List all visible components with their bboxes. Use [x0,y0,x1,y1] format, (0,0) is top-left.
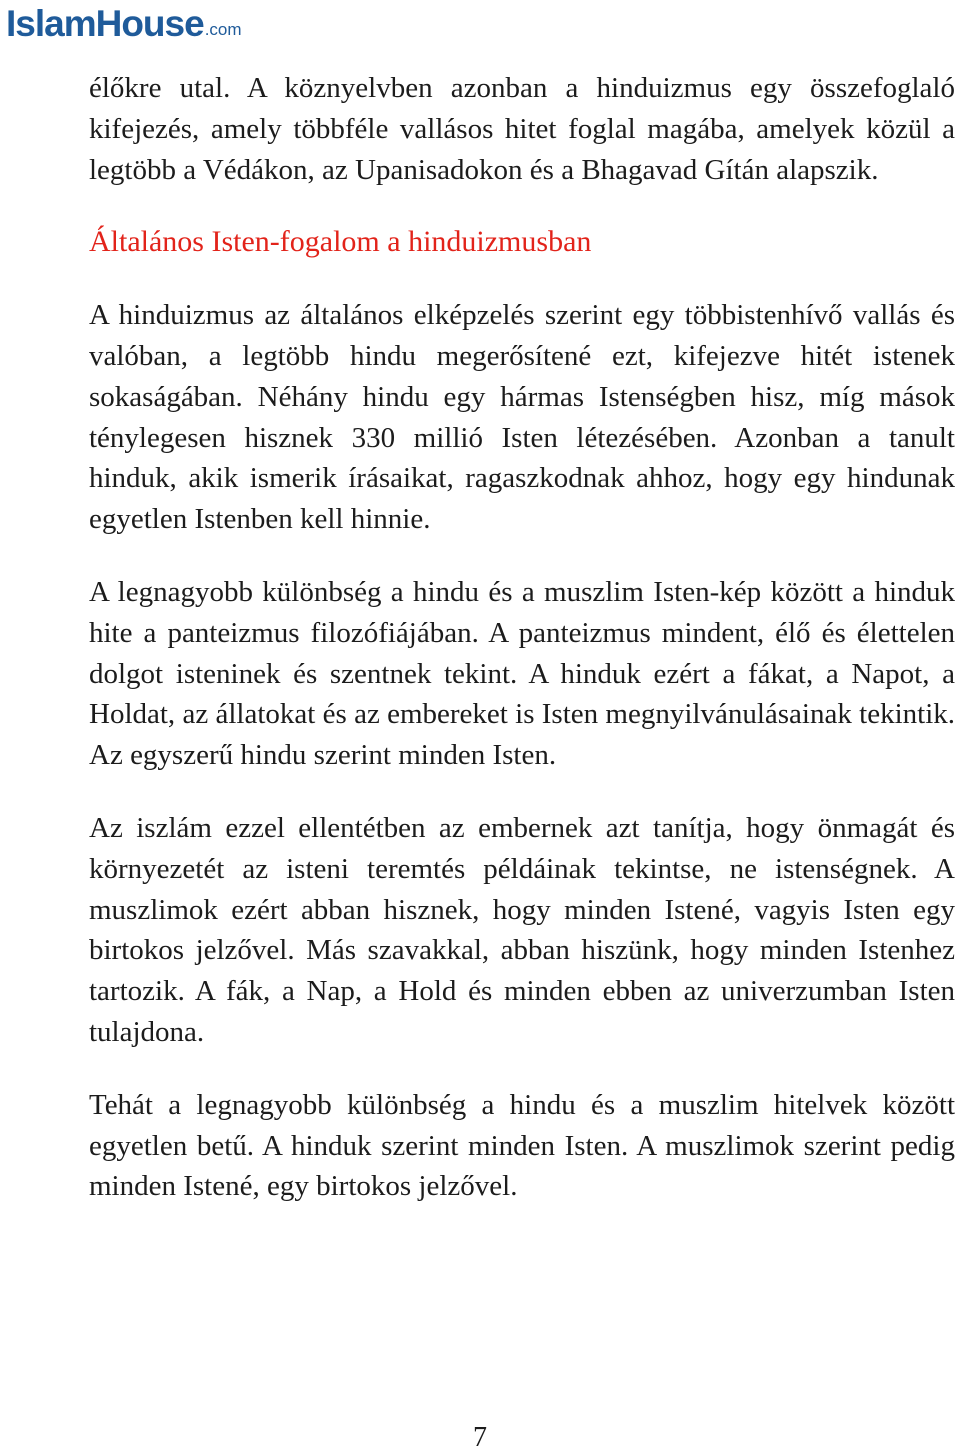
section-heading: Általános Isten-fogalom a hinduizmusban [89,225,592,259]
paragraph-pantheism: A legnagyobb különbség a hindu és a muszlim Isten-kép között a hinduk hite a panteizmus filozófiájában. A panteizmus mindent, élő és élettelen dolgot isteninek és szentnek tekint. A hinduk ezért a fákat, a Napot, a Holdat, az állatokat és az embereket is Isten megnyilvánulásainak tekintik. Az egyszerű hindu szerint minden Isten. [89,575,955,772]
paragraph-islam-view: Az iszlám ezzel ellentétben az embernek azt tanítja, hogy önmagát és környezetét az isteni teremtés példáinak tekintse, ne istenségnek. A muszlimok ezért abban hisznek, hogy minden Istené, vagyis Isten egy birtokos jelzővel. Más szavakkal, abban hiszünk, hogy minden Istenhez tartozik. A fák, a Nap, a Hold és minden ebben az univerzumban Isten tulajdona. [89,811,955,1048]
paragraph-conclusion: Tehát a legnagyobb különbség a hindu és a muszlim hitelvek között egyetlen betű. A hinduk szerint minden Isten. A muszlimok szerint pedig minden Istené, egy birtokos jelzővel. [89,1088,955,1203]
paragraph-intro: élőkre utal. A köznyelvben azonban a hinduizmus egy összefoglaló kifejezés, amely többféle vallásos hitet foglal magába, amelyek közül a legtöbb a Védákon, az Upanisadokon és a Bhagavad Gítán alapszik. [89,72,955,186]
islamhouse-logo [6,2,242,42]
logo-domain-suffix: .com [204,20,242,39]
page-number: 7 [473,1422,487,1453]
paragraph-polytheism: A hinduizmus az általános elképzelés szerint egy többistenhívő vallás és valóban, a legtöbb hindu megerősítené ezt, kifejezve hitét istenek sokaságában. Néhány hindu egy hármas Istenségben hisz, míg mások ténylegesen hisznek 330 millió Isten létezésében. Azonban a tanult hinduk, akik ismerik írásaikat, ragaszkodnak ahhoz, hogy egy hindunak egyetlen Istenben kell hinnie. [89,299,955,536]
logo-text: IslamHouse [6,3,204,44]
page-content [89,68,955,1207]
